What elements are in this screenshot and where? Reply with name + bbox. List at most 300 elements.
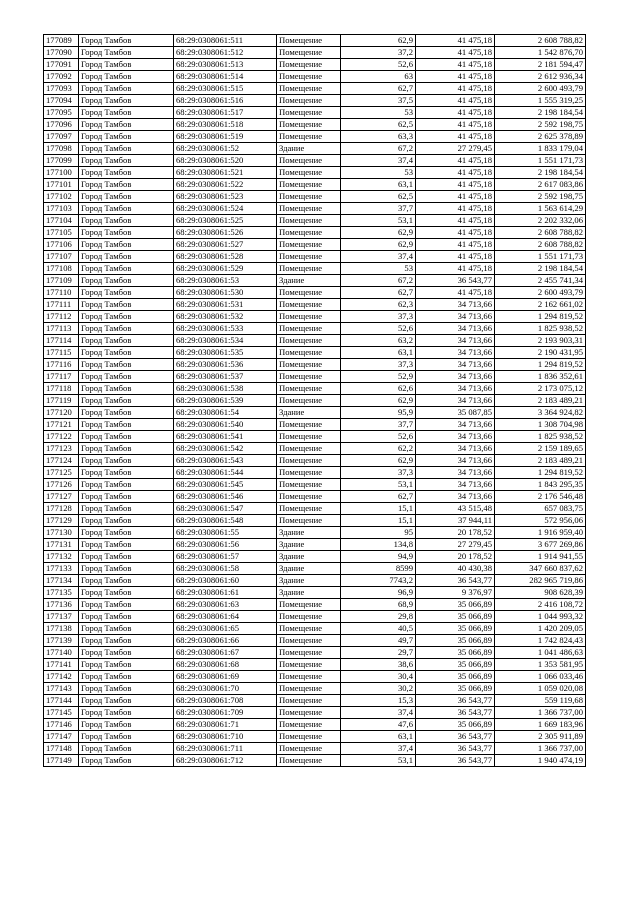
cadastral-value-cell: 1 041 486,63 xyxy=(495,647,586,659)
table-row xyxy=(44,431,586,443)
unit-price-cell: 35 066,89 xyxy=(416,611,495,623)
object-type-cell: Помещение xyxy=(277,503,341,515)
cadastral-value-cell: 3 677 269,86 xyxy=(495,539,586,551)
city-cell: Город Тамбов xyxy=(79,287,174,299)
row-number-cell: 177094 xyxy=(44,95,79,107)
table-row xyxy=(44,335,586,347)
object-type-cell: Помещение xyxy=(277,647,341,659)
unit-price-cell: 41 475,18 xyxy=(416,215,495,227)
area-cell: 62,3 xyxy=(341,299,416,311)
cadastral-number-cell: 68:29:0308061:53 xyxy=(174,275,277,287)
object-type-cell: Помещение xyxy=(277,287,341,299)
table-row xyxy=(44,287,586,299)
cadastral-value-cell: 1 551 171,73 xyxy=(495,251,586,263)
area-cell: 62,5 xyxy=(341,119,416,131)
cadastral-value-cell: 2 608 788,82 xyxy=(495,239,586,251)
area-cell: 62,6 xyxy=(341,383,416,395)
row-number-cell: 177133 xyxy=(44,563,79,575)
row-number-cell: 177145 xyxy=(44,707,79,719)
unit-price-cell: 41 475,18 xyxy=(416,167,495,179)
row-number-cell: 177105 xyxy=(44,227,79,239)
cadastral-value-cell: 1 833 179,04 xyxy=(495,143,586,155)
cadastral-number-cell: 68:29:0308061:54 xyxy=(174,407,277,419)
cadastral-number-cell: 68:29:0308061:530 xyxy=(174,287,277,299)
table-row xyxy=(44,203,586,215)
cadastral-value-cell: 1 843 295,35 xyxy=(495,479,586,491)
row-number-cell: 177127 xyxy=(44,491,79,503)
area-cell: 53,1 xyxy=(341,479,416,491)
table-row xyxy=(44,515,586,527)
table-row xyxy=(44,563,586,575)
table-row xyxy=(44,491,586,503)
area-cell: 37,4 xyxy=(341,251,416,263)
table-row xyxy=(44,743,586,755)
table-row xyxy=(44,599,586,611)
cadastral-number-cell: 68:29:0308061:65 xyxy=(174,623,277,635)
cadastral-value-cell: 2 198 184,54 xyxy=(495,167,586,179)
row-number-cell: 177141 xyxy=(44,659,79,671)
cadastral-value-cell: 347 660 837,62 xyxy=(495,563,586,575)
object-type-cell: Помещение xyxy=(277,611,341,623)
unit-price-cell: 9 376,97 xyxy=(416,587,495,599)
cadastral-number-cell: 68:29:0308061:61 xyxy=(174,587,277,599)
cadastral-number-cell: 68:29:0308061:521 xyxy=(174,167,277,179)
row-number-cell: 177091 xyxy=(44,59,79,71)
table-row xyxy=(44,347,586,359)
area-cell: 15,3 xyxy=(341,695,416,707)
city-cell: Город Тамбов xyxy=(79,731,174,743)
area-cell: 37,7 xyxy=(341,419,416,431)
cadastral-number-cell: 68:29:0308061:709 xyxy=(174,707,277,719)
row-number-cell: 177130 xyxy=(44,527,79,539)
city-cell: Город Тамбов xyxy=(79,551,174,563)
unit-price-cell: 34 713,66 xyxy=(416,479,495,491)
table-row xyxy=(44,443,586,455)
cadastral-value-cell: 1 059 020,08 xyxy=(495,683,586,695)
unit-price-cell: 36 543,77 xyxy=(416,743,495,755)
unit-price-cell: 34 713,66 xyxy=(416,299,495,311)
unit-price-cell: 41 475,18 xyxy=(416,35,495,47)
cadastral-number-cell: 68:29:0308061:538 xyxy=(174,383,277,395)
object-type-cell: Помещение xyxy=(277,263,341,275)
unit-price-cell: 35 066,89 xyxy=(416,659,495,671)
cadastral-number-cell: 68:29:0308061:527 xyxy=(174,239,277,251)
object-type-cell: Здание xyxy=(277,527,341,539)
city-cell: Город Тамбов xyxy=(79,263,174,275)
unit-price-cell: 41 475,18 xyxy=(416,59,495,71)
area-cell: 15,1 xyxy=(341,515,416,527)
unit-price-cell: 34 713,66 xyxy=(416,335,495,347)
table-row xyxy=(44,527,586,539)
object-type-cell: Помещение xyxy=(277,107,341,119)
object-type-cell: Помещение xyxy=(277,707,341,719)
cadastral-number-cell: 68:29:0308061:64 xyxy=(174,611,277,623)
cadastral-number-cell: 68:29:0308061:535 xyxy=(174,347,277,359)
object-type-cell: Помещение xyxy=(277,83,341,95)
cadastral-value-cell: 1 563 614,29 xyxy=(495,203,586,215)
table-row xyxy=(44,623,586,635)
cadastral-value-cell: 1 825 938,52 xyxy=(495,323,586,335)
cadastral-value-cell: 1 294 819,52 xyxy=(495,311,586,323)
table-row xyxy=(44,671,586,683)
cadastral-number-cell: 68:29:0308061:539 xyxy=(174,395,277,407)
row-number-cell: 177119 xyxy=(44,395,79,407)
table-row xyxy=(44,107,586,119)
cadastral-value-cell: 2 198 184,54 xyxy=(495,107,586,119)
cadastral-value-cell: 2 176 546,48 xyxy=(495,491,586,503)
cadastral-number-cell: 68:29:0308061:523 xyxy=(174,191,277,203)
unit-price-cell: 34 713,66 xyxy=(416,371,495,383)
city-cell: Город Тамбов xyxy=(79,611,174,623)
object-type-cell: Помещение xyxy=(277,443,341,455)
unit-price-cell: 41 475,18 xyxy=(416,83,495,95)
city-cell: Город Тамбов xyxy=(79,599,174,611)
object-type-cell: Помещение xyxy=(277,719,341,731)
object-type-cell: Помещение xyxy=(277,359,341,371)
cadastral-value-cell: 2 600 493,79 xyxy=(495,287,586,299)
object-type-cell: Помещение xyxy=(277,371,341,383)
city-cell: Город Тамбов xyxy=(79,383,174,395)
row-number-cell: 177106 xyxy=(44,239,79,251)
city-cell: Город Тамбов xyxy=(79,119,174,131)
row-number-cell: 177115 xyxy=(44,347,79,359)
area-cell: 8599 xyxy=(341,563,416,575)
unit-price-cell: 41 475,18 xyxy=(416,251,495,263)
area-cell: 47,6 xyxy=(341,719,416,731)
table-row xyxy=(44,539,586,551)
object-type-cell: Помещение xyxy=(277,335,341,347)
unit-price-cell: 34 713,66 xyxy=(416,443,495,455)
area-cell: 37,4 xyxy=(341,743,416,755)
table-row xyxy=(44,95,586,107)
object-type-cell: Здание xyxy=(277,551,341,563)
cadastral-number-cell: 68:29:0308061:526 xyxy=(174,227,277,239)
row-number-cell: 177108 xyxy=(44,263,79,275)
unit-price-cell: 35 066,89 xyxy=(416,635,495,647)
object-type-cell: Здание xyxy=(277,143,341,155)
object-type-cell: Здание xyxy=(277,587,341,599)
row-number-cell: 177097 xyxy=(44,131,79,143)
city-cell: Город Тамбов xyxy=(79,755,174,767)
cadastral-value-cell: 1 420 209,05 xyxy=(495,623,586,635)
unit-price-cell: 41 475,18 xyxy=(416,47,495,59)
city-cell: Город Тамбов xyxy=(79,251,174,263)
row-number-cell: 177096 xyxy=(44,119,79,131)
unit-price-cell: 36 543,77 xyxy=(416,275,495,287)
unit-price-cell: 35 066,89 xyxy=(416,599,495,611)
table-row xyxy=(44,263,586,275)
object-type-cell: Помещение xyxy=(277,659,341,671)
table-row xyxy=(44,227,586,239)
row-number-cell: 177102 xyxy=(44,191,79,203)
object-type-cell: Помещение xyxy=(277,239,341,251)
cadastral-value-cell: 1 044 993,32 xyxy=(495,611,586,623)
cadastral-number-cell: 68:29:0308061:536 xyxy=(174,359,277,371)
table-row xyxy=(44,611,586,623)
row-number-cell: 177136 xyxy=(44,599,79,611)
city-cell: Город Тамбов xyxy=(79,467,174,479)
area-cell: 62,5 xyxy=(341,191,416,203)
cadastral-value-cell: 1 353 581,95 xyxy=(495,659,586,671)
object-type-cell: Помещение xyxy=(277,251,341,263)
city-cell: Город Тамбов xyxy=(79,107,174,119)
object-type-cell: Здание xyxy=(277,575,341,587)
cadastral-value-cell: 2 173 075,12 xyxy=(495,383,586,395)
cadastral-number-cell: 68:29:0308061:52 xyxy=(174,143,277,155)
area-cell: 63,2 xyxy=(341,335,416,347)
cadastral-number-cell: 68:29:0308061:56 xyxy=(174,539,277,551)
row-number-cell: 177099 xyxy=(44,155,79,167)
row-number-cell: 177112 xyxy=(44,311,79,323)
row-number-cell: 177110 xyxy=(44,287,79,299)
area-cell: 62,2 xyxy=(341,443,416,455)
cadastral-value-cell: 2 183 489,21 xyxy=(495,455,586,467)
object-type-cell: Помещение xyxy=(277,47,341,59)
unit-price-cell: 27 279,45 xyxy=(416,143,495,155)
object-type-cell: Помещение xyxy=(277,635,341,647)
row-number-cell: 177143 xyxy=(44,683,79,695)
unit-price-cell: 41 475,18 xyxy=(416,263,495,275)
table-row xyxy=(44,371,586,383)
object-type-cell: Помещение xyxy=(277,119,341,131)
unit-price-cell: 41 475,18 xyxy=(416,131,495,143)
object-type-cell: Помещение xyxy=(277,203,341,215)
table-row xyxy=(44,551,586,563)
area-cell: 15,1 xyxy=(341,503,416,515)
row-number-cell: 177135 xyxy=(44,587,79,599)
table-row xyxy=(44,647,586,659)
object-type-cell: Помещение xyxy=(277,311,341,323)
table-row xyxy=(44,191,586,203)
table-row xyxy=(44,323,586,335)
area-cell: 52,9 xyxy=(341,371,416,383)
unit-price-cell: 43 515,48 xyxy=(416,503,495,515)
unit-price-cell: 41 475,18 xyxy=(416,227,495,239)
cadastral-number-cell: 68:29:0308061:524 xyxy=(174,203,277,215)
object-type-cell: Помещение xyxy=(277,35,341,47)
object-type-cell: Помещение xyxy=(277,491,341,503)
unit-price-cell: 41 475,18 xyxy=(416,203,495,215)
unit-price-cell: 34 713,66 xyxy=(416,491,495,503)
area-cell: 63 xyxy=(341,71,416,83)
unit-price-cell: 41 475,18 xyxy=(416,155,495,167)
cadastral-number-cell: 68:29:0308061:542 xyxy=(174,443,277,455)
table-row xyxy=(44,635,586,647)
unit-price-cell: 36 543,77 xyxy=(416,575,495,587)
cadastral-number-cell: 68:29:0308061:545 xyxy=(174,479,277,491)
row-number-cell: 177093 xyxy=(44,83,79,95)
object-type-cell: Помещение xyxy=(277,95,341,107)
area-cell: 37,3 xyxy=(341,467,416,479)
cadastral-value-cell: 1 742 824,43 xyxy=(495,635,586,647)
cadastral-value-cell: 2 305 911,89 xyxy=(495,731,586,743)
cadastral-value-cell: 1 308 704,98 xyxy=(495,419,586,431)
table-row xyxy=(44,419,586,431)
cadastral-value-cell: 559 119,68 xyxy=(495,695,586,707)
cadastral-number-cell: 68:29:0308061:708 xyxy=(174,695,277,707)
row-number-cell: 177109 xyxy=(44,275,79,287)
unit-price-cell: 20 178,52 xyxy=(416,527,495,539)
area-cell: 52,6 xyxy=(341,323,416,335)
cadastral-number-cell: 68:29:0308061:540 xyxy=(174,419,277,431)
area-cell: 53 xyxy=(341,263,416,275)
row-number-cell: 177111 xyxy=(44,299,79,311)
row-number-cell: 177098 xyxy=(44,143,79,155)
city-cell: Город Тамбов xyxy=(79,527,174,539)
row-number-cell: 177134 xyxy=(44,575,79,587)
cadastral-value-cell: 2 617 083,86 xyxy=(495,179,586,191)
city-cell: Город Тамбов xyxy=(79,623,174,635)
row-number-cell: 177095 xyxy=(44,107,79,119)
cadastral-number-cell: 68:29:0308061:513 xyxy=(174,59,277,71)
cadastral-number-cell: 68:29:0308061:57 xyxy=(174,551,277,563)
cadastral-value-cell: 2 416 108,72 xyxy=(495,599,586,611)
cadastral-number-cell: 68:29:0308061:514 xyxy=(174,71,277,83)
city-cell: Город Тамбов xyxy=(79,707,174,719)
city-cell: Город Тамбов xyxy=(79,83,174,95)
cadastral-number-cell: 68:29:0308061:711 xyxy=(174,743,277,755)
table-row xyxy=(44,719,586,731)
area-cell: 94,9 xyxy=(341,551,416,563)
area-cell: 37,4 xyxy=(341,707,416,719)
cadastral-value-cell: 1 940 474,19 xyxy=(495,755,586,767)
cadastral-value-cell: 572 956,06 xyxy=(495,515,586,527)
table-row xyxy=(44,35,586,47)
cadastral-value-cell: 2 183 489,21 xyxy=(495,395,586,407)
object-type-cell: Помещение xyxy=(277,599,341,611)
city-cell: Город Тамбов xyxy=(79,695,174,707)
cadastral-value-cell: 2 162 661,02 xyxy=(495,299,586,311)
area-cell: 29,8 xyxy=(341,611,416,623)
cadastral-value-cell: 2 608 788,82 xyxy=(495,227,586,239)
city-cell: Город Тамбов xyxy=(79,515,174,527)
area-cell: 68,9 xyxy=(341,599,416,611)
city-cell: Город Тамбов xyxy=(79,35,174,47)
unit-price-cell: 36 543,77 xyxy=(416,755,495,767)
unit-price-cell: 41 475,18 xyxy=(416,179,495,191)
table-row xyxy=(44,503,586,515)
row-number-cell: 177138 xyxy=(44,623,79,635)
area-cell: 29,7 xyxy=(341,647,416,659)
cadastral-number-cell: 68:29:0308061:520 xyxy=(174,155,277,167)
unit-price-cell: 35 066,89 xyxy=(416,647,495,659)
unit-price-cell: 36 543,77 xyxy=(416,695,495,707)
table-row xyxy=(44,731,586,743)
object-type-cell: Помещение xyxy=(277,755,341,767)
row-number-cell: 177149 xyxy=(44,755,79,767)
object-type-cell: Помещение xyxy=(277,431,341,443)
unit-price-cell: 41 475,18 xyxy=(416,107,495,119)
area-cell: 30,2 xyxy=(341,683,416,695)
row-number-cell: 177137 xyxy=(44,611,79,623)
row-number-cell: 177128 xyxy=(44,503,79,515)
object-type-cell: Помещение xyxy=(277,179,341,191)
unit-price-cell: 35 066,89 xyxy=(416,719,495,731)
cadastral-number-cell: 68:29:0308061:55 xyxy=(174,527,277,539)
city-cell: Город Тамбов xyxy=(79,131,174,143)
area-cell: 63,1 xyxy=(341,731,416,743)
unit-price-cell: 34 713,66 xyxy=(416,419,495,431)
cadastral-value-cell: 2 190 431,95 xyxy=(495,347,586,359)
city-cell: Город Тамбов xyxy=(79,191,174,203)
city-cell: Город Тамбов xyxy=(79,143,174,155)
city-cell: Город Тамбов xyxy=(79,503,174,515)
table-row xyxy=(44,467,586,479)
cadastral-number-cell: 68:29:0308061:67 xyxy=(174,647,277,659)
city-cell: Город Тамбов xyxy=(79,419,174,431)
row-number-cell: 177140 xyxy=(44,647,79,659)
area-cell: 30,4 xyxy=(341,671,416,683)
area-cell: 37,7 xyxy=(341,203,416,215)
table-row xyxy=(44,659,586,671)
table-row xyxy=(44,575,586,587)
area-cell: 38,6 xyxy=(341,659,416,671)
area-cell: 67,2 xyxy=(341,143,416,155)
table-row xyxy=(44,215,586,227)
area-cell: 52,6 xyxy=(341,59,416,71)
area-cell: 53 xyxy=(341,167,416,179)
cadastral-value-cell: 908 628,39 xyxy=(495,587,586,599)
row-number-cell: 177090 xyxy=(44,47,79,59)
object-type-cell: Помещение xyxy=(277,59,341,71)
cadastral-number-cell: 68:29:0308061:543 xyxy=(174,455,277,467)
row-number-cell: 177104 xyxy=(44,215,79,227)
object-type-cell: Помещение xyxy=(277,419,341,431)
area-cell: 7743,2 xyxy=(341,575,416,587)
area-cell: 37,2 xyxy=(341,47,416,59)
table-row xyxy=(44,455,586,467)
table-row xyxy=(44,479,586,491)
city-cell: Город Тамбов xyxy=(79,575,174,587)
object-type-cell: Помещение xyxy=(277,515,341,527)
cadastral-value-cell: 1 914 941,55 xyxy=(495,551,586,563)
unit-price-cell: 34 713,66 xyxy=(416,359,495,371)
table-row xyxy=(44,707,586,719)
unit-price-cell: 35 066,89 xyxy=(416,671,495,683)
row-number-cell: 177131 xyxy=(44,539,79,551)
object-type-cell: Здание xyxy=(277,275,341,287)
city-cell: Город Тамбов xyxy=(79,311,174,323)
cadastral-value-cell: 1 366 737,00 xyxy=(495,707,586,719)
object-type-cell: Здание xyxy=(277,563,341,575)
area-cell: 63,1 xyxy=(341,347,416,359)
object-type-cell: Помещение xyxy=(277,155,341,167)
row-number-cell: 177116 xyxy=(44,359,79,371)
table-row xyxy=(44,179,586,191)
city-cell: Город Тамбов xyxy=(79,563,174,575)
area-cell: 96,9 xyxy=(341,587,416,599)
city-cell: Город Тамбов xyxy=(79,671,174,683)
city-cell: Город Тамбов xyxy=(79,335,174,347)
object-type-cell: Помещение xyxy=(277,455,341,467)
area-cell: 37,5 xyxy=(341,95,416,107)
area-cell: 63,1 xyxy=(341,179,416,191)
cadastral-number-cell: 68:29:0308061:66 xyxy=(174,635,277,647)
cadastral-number-cell: 68:29:0308061:69 xyxy=(174,671,277,683)
cadastral-value-cell: 2 600 493,79 xyxy=(495,83,586,95)
area-cell: 62,7 xyxy=(341,491,416,503)
cadastral-number-cell: 68:29:0308061:544 xyxy=(174,467,277,479)
city-cell: Город Тамбов xyxy=(79,587,174,599)
unit-price-cell: 41 475,18 xyxy=(416,71,495,83)
unit-price-cell: 34 713,66 xyxy=(416,323,495,335)
area-cell: 63,3 xyxy=(341,131,416,143)
cadastral-number-cell: 68:29:0308061:528 xyxy=(174,251,277,263)
object-type-cell: Помещение xyxy=(277,167,341,179)
row-number-cell: 177092 xyxy=(44,71,79,83)
cadastral-number-cell: 68:29:0308061:541 xyxy=(174,431,277,443)
table-row xyxy=(44,167,586,179)
